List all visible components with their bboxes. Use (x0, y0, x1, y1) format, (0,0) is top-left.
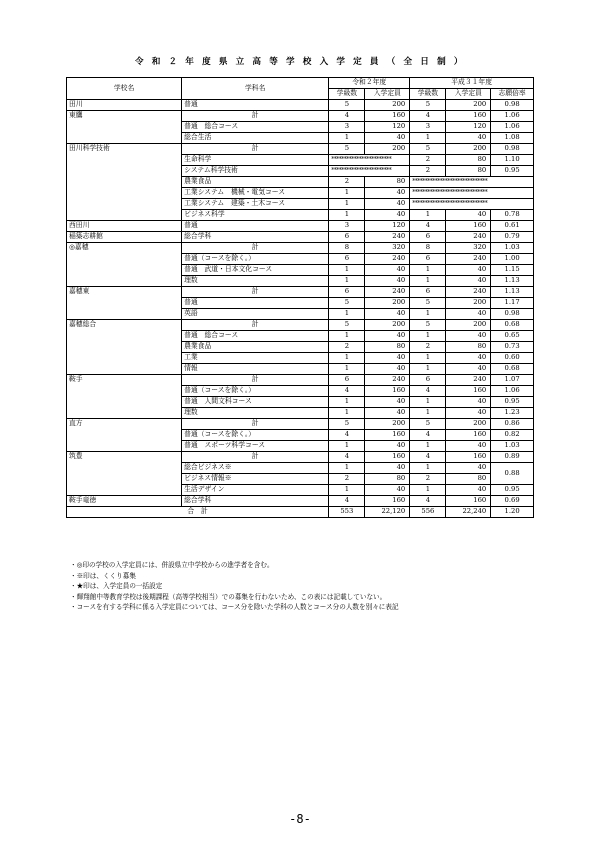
total-classes-r2: 553 (329, 507, 365, 518)
course-name: 生命科学 (182, 155, 329, 166)
table-row (67, 144, 534, 155)
classes-h31: 4 (410, 430, 446, 441)
classes-h31: 1 (410, 331, 446, 342)
excluded-marker: ************************ (329, 155, 410, 166)
course-name: 総合ビジネス※ (182, 463, 329, 474)
classes-h31: 6 (410, 287, 446, 298)
classes-h31: 6 (410, 375, 446, 386)
capacity-r2: 120 (365, 122, 410, 133)
classes-h31: 1 (410, 408, 446, 419)
classes-h31: 2 (410, 155, 446, 166)
course-name: 総合学科 (182, 496, 329, 507)
capacity-h31: 200 (446, 419, 491, 430)
capacity-r2: 40 (365, 408, 410, 419)
header-school: 学校名 (67, 78, 182, 100)
capacity-h31: 40 (446, 309, 491, 320)
classes-h31: 4 (410, 386, 446, 397)
course-name: 工業 (182, 353, 329, 364)
table-row (67, 100, 534, 111)
ratio: 0.61 (491, 221, 534, 232)
classes-h31: 1 (410, 265, 446, 276)
capacity-r2: 40 (365, 485, 410, 496)
course-name: ビジネス科学 (182, 210, 329, 221)
classes-h31: 5 (410, 100, 446, 111)
ratio: 1.07 (491, 375, 534, 386)
classes-r2: 1 (329, 133, 365, 144)
course-name: 普通 武道・日本文化コース (182, 265, 329, 276)
ratio: 1.03 (491, 243, 534, 254)
ratio: 1.13 (491, 287, 534, 298)
course-name: 普通 総合コース (182, 331, 329, 342)
course-name: 計 (182, 419, 329, 430)
ratio: 0.82 (491, 430, 534, 441)
classes-r2: 1 (329, 210, 365, 221)
classes-h31: 2 (410, 166, 446, 177)
capacity-r2: 240 (365, 375, 410, 386)
capacity-h31: 80 (446, 474, 491, 485)
table-row (67, 452, 534, 463)
table-row (67, 221, 534, 232)
school-name: 直方 (67, 419, 182, 452)
total-ratio: 1.20 (491, 507, 534, 518)
capacity-h31: 40 (446, 364, 491, 375)
ratio: 1.13 (491, 276, 534, 287)
capacity-h31: 120 (446, 122, 491, 133)
course-name: 計 (182, 375, 329, 386)
capacity-r2: 40 (365, 265, 410, 276)
ratio: 0.95 (491, 397, 534, 408)
capacity-r2: 40 (365, 210, 410, 221)
classes-r2: 4 (329, 452, 365, 463)
classes-r2: 1 (329, 331, 365, 342)
ratio: 0.86 (491, 419, 534, 430)
classes-h31: 3 (410, 122, 446, 133)
classes-r2: 4 (329, 496, 365, 507)
course-name: 工業システム 建築・土木コース (182, 199, 329, 210)
school-name: 鞍手 (67, 375, 182, 419)
classes-h31: 2 (410, 474, 446, 485)
course-name: 普通 人間文科コース (182, 397, 329, 408)
course-name: 情報 (182, 364, 329, 375)
classes-r2: 1 (329, 463, 365, 474)
capacity-h31: 160 (446, 496, 491, 507)
ratio: 0.88 (491, 463, 534, 485)
classes-r2: 4 (329, 111, 365, 122)
header-capacity-r2: 入学定員 (365, 89, 410, 100)
table-row (67, 320, 534, 331)
classes-h31: 1 (410, 210, 446, 221)
ratio: 1.17 (491, 298, 534, 309)
total-capacity-h31: 22,240 (446, 507, 491, 518)
total-classes-h31: 556 (410, 507, 446, 518)
total-label: 合 計 (67, 507, 329, 518)
capacity-r2: 200 (365, 144, 410, 155)
school-name: ◎嘉穂 (67, 243, 182, 287)
course-name: 計 (182, 287, 329, 298)
capacity-r2: 240 (365, 287, 410, 298)
course-name: 理数 (182, 408, 329, 419)
classes-r2: 5 (329, 320, 365, 331)
classes-r2: 2 (329, 177, 365, 188)
ratio: 1.06 (491, 122, 534, 133)
ratio: 0.98 (491, 100, 534, 111)
classes-h31: 8 (410, 243, 446, 254)
capacity-h31: 40 (446, 133, 491, 144)
classes-r2: 1 (329, 199, 365, 210)
capacity-r2: 160 (365, 386, 410, 397)
capacity-h31: 320 (446, 243, 491, 254)
excluded-marker: ************************ (329, 166, 410, 177)
classes-h31: 1 (410, 133, 446, 144)
capacity-r2: 40 (365, 441, 410, 452)
capacity-r2: 40 (365, 397, 410, 408)
course-name: 総合生活 (182, 133, 329, 144)
classes-h31: 1 (410, 485, 446, 496)
note: ・輝翔館中等教育学校は後期課程（高等学校相当）での募集を行わないため、この表には記載していない。 (70, 592, 387, 601)
capacity-r2: 80 (365, 342, 410, 353)
table-row (67, 375, 534, 386)
note: ・コースを有する学科に係る入学定員については、コース分を除いた学科の人数とコース分の人数を別々に表記 (70, 603, 399, 611)
classes-h31: 6 (410, 254, 446, 265)
classes-r2: 1 (329, 408, 365, 419)
capacity-r2: 160 (365, 430, 410, 441)
classes-r2: 6 (329, 287, 365, 298)
classes-r2: 5 (329, 419, 365, 430)
header-course: 学科名 (182, 78, 329, 100)
header-capacity-h31: 入学定員 (446, 89, 491, 100)
classes-h31: 1 (410, 463, 446, 474)
capacity-r2: 240 (365, 254, 410, 265)
capacity-r2: 80 (365, 474, 410, 485)
classes-r2: 8 (329, 243, 365, 254)
capacity-r2: 40 (365, 364, 410, 375)
course-name: 計 (182, 144, 329, 155)
school-name: 稲築志耕館 (67, 232, 182, 243)
classes-h31: 5 (410, 144, 446, 155)
classes-h31: 6 (410, 232, 446, 243)
header-classes-h31: 学級数 (410, 89, 446, 100)
ratio: 1.00 (491, 254, 534, 265)
footnotes (70, 560, 550, 613)
capacity-r2: 240 (365, 232, 410, 243)
table-body (67, 100, 534, 518)
course-name: 計 (182, 320, 329, 331)
capacity-h31: 240 (446, 375, 491, 386)
course-name: 理数 (182, 276, 329, 287)
course-name: 生活デザイン (182, 485, 329, 496)
classes-r2: 2 (329, 342, 365, 353)
classes-h31: 5 (410, 419, 446, 430)
capacity-h31: 160 (446, 111, 491, 122)
capacity-r2: 40 (365, 309, 410, 320)
ratio: 1.08 (491, 133, 534, 144)
course-name: ビジネス情報※ (182, 474, 329, 485)
capacity-r2: 40 (365, 133, 410, 144)
classes-r2: 4 (329, 386, 365, 397)
course-name: 農業食品 (182, 342, 329, 353)
classes-r2: 2 (329, 474, 365, 485)
classes-r2: 6 (329, 254, 365, 265)
course-name: 普通 総合コース (182, 122, 329, 133)
table-row (67, 243, 534, 254)
header-classes-r2: 学級数 (329, 89, 365, 100)
capacity-h31: 160 (446, 452, 491, 463)
school-name: 田川科学技術 (67, 144, 182, 221)
classes-h31: 4 (410, 111, 446, 122)
capacity-h31: 40 (446, 331, 491, 342)
classes-h31: 1 (410, 397, 446, 408)
note: ・◎印の学校の入学定員には、併設県立中学校からの進学者を含む。 (70, 561, 274, 569)
classes-h31: 1 (410, 441, 446, 452)
capacity-r2: 80 (365, 177, 410, 188)
ratio: 1.23 (491, 408, 534, 419)
capacity-h31: 80 (446, 342, 491, 353)
capacity-r2: 160 (365, 452, 410, 463)
capacity-h31: 40 (446, 485, 491, 496)
classes-r2: 6 (329, 232, 365, 243)
capacity-h31: 40 (446, 276, 491, 287)
course-name: 普通（コースを除く。） (182, 254, 329, 265)
capacity-r2: 200 (365, 298, 410, 309)
ratio: 1.06 (491, 386, 534, 397)
ratio: 0.89 (491, 452, 534, 463)
classes-r2: 1 (329, 309, 365, 320)
classes-r2: 1 (329, 265, 365, 276)
school-name: 西田川 (67, 221, 182, 232)
capacity-r2: 40 (365, 188, 410, 199)
capacity-h31: 40 (446, 408, 491, 419)
capacity-h31: 240 (446, 287, 491, 298)
ratio: 1.10 (491, 155, 534, 166)
course-name: 普通 (182, 221, 329, 232)
capacity-r2: 200 (365, 419, 410, 430)
course-name: 農業食品 (182, 177, 329, 188)
ratio: 0.79 (491, 232, 534, 243)
ratio: 1.03 (491, 441, 534, 452)
excluded-marker: ****************************** (410, 199, 534, 210)
page-title: 令 和 ２ 年 度 県 立 高 等 学 校 入 学 定 員 （ 全 日 制 ） (134, 57, 466, 67)
table-row (67, 287, 534, 298)
note: ・★印は、入学定員の一括設定 (70, 582, 163, 590)
school-name: 嘉穂東 (67, 287, 182, 320)
ratio: 0.95 (491, 166, 534, 177)
classes-r2: 3 (329, 221, 365, 232)
capacity-r2: 40 (365, 331, 410, 342)
classes-r2: 3 (329, 122, 365, 133)
capacity-h31: 40 (446, 463, 491, 474)
ratio: 0.60 (491, 353, 534, 364)
capacity-r2: 160 (365, 496, 410, 507)
capacity-r2: 120 (365, 221, 410, 232)
classes-h31: 1 (410, 309, 446, 320)
capacity-h31: 200 (446, 298, 491, 309)
capacity-h31: 40 (446, 353, 491, 364)
capacity-r2: 40 (365, 276, 410, 287)
classes-h31: 1 (410, 353, 446, 364)
classes-h31: 1 (410, 276, 446, 287)
capacity-r2: 40 (365, 463, 410, 474)
ratio: 0.68 (491, 320, 534, 331)
table-row (67, 419, 534, 430)
course-name: 普通 (182, 100, 329, 111)
ratio: 0.98 (491, 144, 534, 155)
classes-r2: 1 (329, 188, 365, 199)
capacity-h31: 160 (446, 430, 491, 441)
note: ・※印は、くくり募集 (70, 571, 136, 580)
capacity-h31: 160 (446, 386, 491, 397)
course-name: 総合学科 (182, 232, 329, 243)
table-row (67, 496, 534, 507)
course-name: システム科学技術 (182, 166, 329, 177)
capacity-h31: 40 (446, 210, 491, 221)
classes-r2: 1 (329, 364, 365, 375)
classes-r2: 1 (329, 276, 365, 287)
table-row (67, 232, 534, 243)
classes-r2: 4 (329, 430, 365, 441)
ratio: 0.98 (491, 309, 534, 320)
header-h31: 平成３１年度 (410, 78, 534, 89)
classes-r2: 5 (329, 144, 365, 155)
classes-r2: 5 (329, 298, 365, 309)
school-name: 田川 (67, 100, 182, 111)
classes-h31: 4 (410, 221, 446, 232)
school-name: 東鷹 (67, 111, 182, 144)
capacity-h31: 200 (446, 100, 491, 111)
capacity-r2: 320 (365, 243, 410, 254)
capacity-h31: 80 (446, 155, 491, 166)
course-name: 計 (182, 452, 329, 463)
course-name: 計 (182, 111, 329, 122)
school-name: 筑豊 (67, 452, 182, 496)
ratio: 0.68 (491, 364, 534, 375)
header-ratio: 志願倍率 (491, 89, 534, 100)
classes-r2: 1 (329, 441, 365, 452)
classes-h31: 1 (410, 364, 446, 375)
total-capacity-r2: 22,120 (365, 507, 410, 518)
excluded-marker: ****************************** (410, 177, 534, 188)
capacity-h31: 200 (446, 320, 491, 331)
course-name: 計 (182, 243, 329, 254)
ratio: 0.69 (491, 496, 534, 507)
classes-h31: 5 (410, 320, 446, 331)
table-row (67, 111, 534, 122)
school-name: 嘉穂総合 (67, 320, 182, 375)
page-number: -8- (289, 812, 311, 826)
capacity-h31: 40 (446, 397, 491, 408)
capacity-h31: 80 (446, 166, 491, 177)
classes-h31: 4 (410, 452, 446, 463)
classes-r2: 1 (329, 397, 365, 408)
classes-r2: 6 (329, 375, 365, 386)
total-row (67, 507, 534, 518)
course-name: 普通 スポーツ科学コース (182, 441, 329, 452)
course-name: 普通（コースを除く。） (182, 386, 329, 397)
capacity-h31: 240 (446, 254, 491, 265)
capacity-r2: 200 (365, 100, 410, 111)
capacity-h31: 200 (446, 144, 491, 155)
capacity-h31: 40 (446, 265, 491, 276)
capacity-r2: 40 (365, 199, 410, 210)
capacity-h31: 40 (446, 441, 491, 452)
capacity-h31: 160 (446, 221, 491, 232)
classes-h31: 4 (410, 496, 446, 507)
header-r2: 令和２年度 (329, 78, 410, 89)
ratio: 1.06 (491, 111, 534, 122)
ratio: 1.15 (491, 265, 534, 276)
school-name: 鞍手竜徳 (67, 496, 182, 507)
ratio: 0.73 (491, 342, 534, 353)
course-name: 工業システム 機械・電気コース (182, 188, 329, 199)
capacity-h31: 240 (446, 232, 491, 243)
classes-h31: 5 (410, 298, 446, 309)
excluded-marker: ****************************** (410, 188, 534, 199)
course-name: 普通（コースを除く。） (182, 430, 329, 441)
ratio: 0.95 (491, 485, 534, 496)
capacity-r2: 160 (365, 111, 410, 122)
enrollment-table (66, 77, 534, 518)
course-name: 普通 (182, 298, 329, 309)
ratio: 0.78 (491, 210, 534, 221)
classes-r2: 1 (329, 353, 365, 364)
ratio: 0.65 (491, 331, 534, 342)
classes-h31: 2 (410, 342, 446, 353)
capacity-r2: 40 (365, 353, 410, 364)
capacity-r2: 200 (365, 320, 410, 331)
classes-r2: 5 (329, 100, 365, 111)
course-name: 英語 (182, 309, 329, 320)
classes-r2: 1 (329, 485, 365, 496)
